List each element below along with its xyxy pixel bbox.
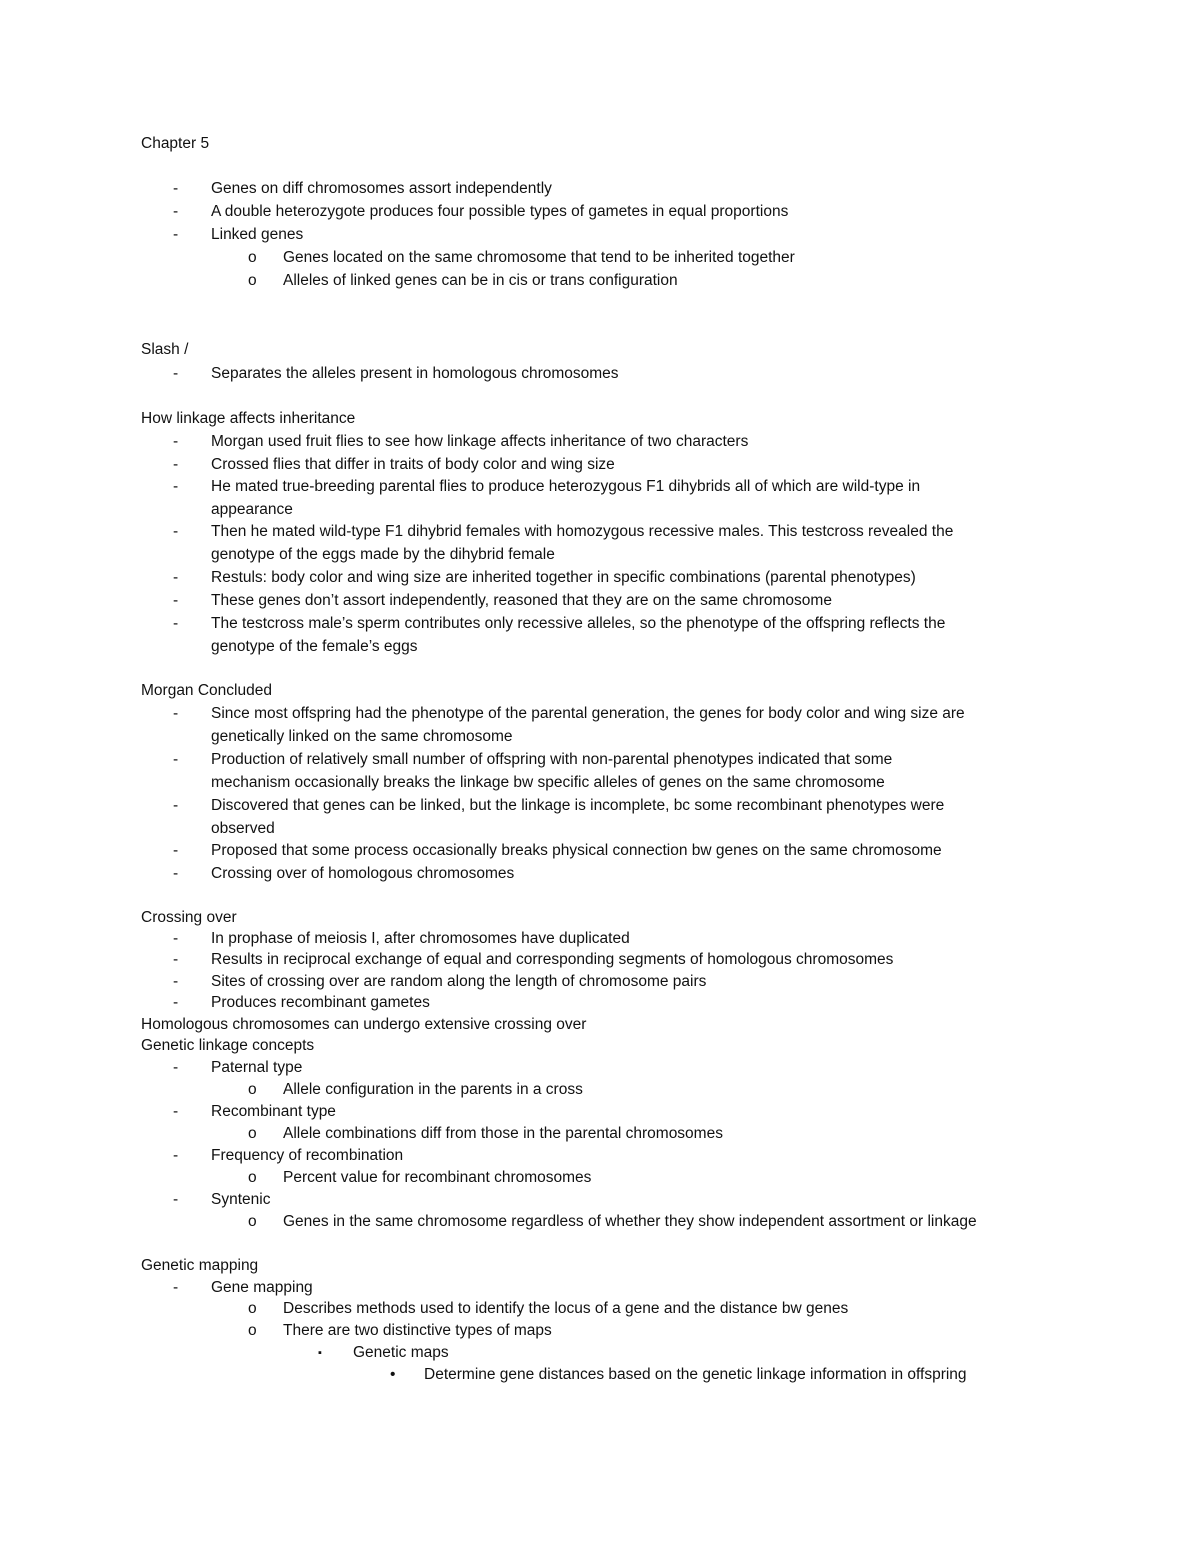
bullet-marker-level-1: - <box>173 569 179 586</box>
bullet-marker-level-1: - <box>173 994 179 1011</box>
bullet-text-level-1: The testcross male’s sperm contributes only recessive alleles, so the phenotype of the offspring reflects the <box>211 615 946 632</box>
bullet-marker-level-2: o <box>248 1081 257 1098</box>
bullet-text-level-1: These genes don’t assort independently, reasoned that they are on the same chromosome <box>211 592 832 609</box>
bullet-marker-level-1: - <box>173 226 179 243</box>
bullet-marker-level-1: - <box>173 478 179 495</box>
bullet-text-level-2: Genes located on the same chromosome that tend to be inherited together <box>283 249 795 266</box>
bullet-text-level-2: Allele configuration in the parents in a cross <box>283 1081 583 1098</box>
bullet-marker-level-2: o <box>248 272 257 289</box>
bullet-marker-level-2: o <box>248 1125 257 1142</box>
bullet-marker-level-1: - <box>173 951 179 968</box>
bullet-text-level-1: Restuls: body color and wing size are inherited together in specific combinations (parental phenotypes) <box>211 569 916 586</box>
bullet-marker-level-1: - <box>173 456 179 473</box>
bullet-text-level-1: Syntenic <box>211 1191 271 1208</box>
bullet-text-level-2: Genes in the same chromosome regardless of whether they show independent assortment or linkage <box>283 1213 977 1230</box>
bullet-marker-level-1: - <box>173 797 179 814</box>
bullet-marker-level-1: - <box>173 705 179 722</box>
bullet-marker-level-3: ▪ <box>318 1347 322 1359</box>
bullet-marker-level-1: - <box>173 1059 179 1076</box>
bullet-text-level-1: He mated true-breeding parental flies to produce heterozygous F1 dihybrids all of which are wild-type in <box>211 478 921 495</box>
bullet-marker-level-1: - <box>173 1191 179 1208</box>
bullet-text-level-1: A double heterozygote produces four possible types of gametes in equal proportions <box>211 203 789 220</box>
section-heading: Homologous chromosomes can undergo extensive crossing over <box>141 1016 587 1033</box>
bullet-marker-level-1: - <box>173 180 179 197</box>
bullet-text-level-1: Crossing over of homologous chromosomes <box>211 865 515 882</box>
bullet-text-level-1: Crossed flies that differ in traits of body color and wing size <box>211 456 615 473</box>
bullet-marker-level-1: - <box>173 865 179 882</box>
bullet-continuation-text: genotype of the female’s eggs <box>211 638 418 655</box>
bullet-text-level-1: Sites of crossing over are random along the length of chromosome pairs <box>211 973 707 990</box>
bullet-text-level-2: Percent value for recombinant chromosomes <box>283 1169 592 1186</box>
bullet-marker-level-2: o <box>248 1300 257 1317</box>
bullet-marker-level-2: o <box>248 1213 257 1230</box>
bullet-text-level-1: Proposed that some process occasionally breaks physical connection bw genes on the same chromosome <box>211 842 942 859</box>
bullet-text-level-2: Alleles of linked genes can be in cis or trans configuration <box>283 272 678 289</box>
bullet-text-level-1: Gene mapping <box>211 1279 313 1296</box>
bullet-marker-level-1: - <box>173 1279 179 1296</box>
bullet-text-level-1: Since most offspring had the phenotype of the parental generation, the genes for body color and wing size are <box>211 705 965 722</box>
bullet-marker-level-1: - <box>173 930 179 947</box>
bullet-continuation-text: genetically linked on the same chromosome <box>211 728 513 745</box>
bullet-text-level-4: Determine gene distances based on the genetic linkage information in offspring <box>424 1366 967 1383</box>
section-heading: Chapter 5 <box>141 135 210 152</box>
bullet-continuation-text: appearance <box>211 501 293 518</box>
bullet-text-level-1: Recombinant type <box>211 1103 336 1120</box>
section-heading: Genetic mapping <box>141 1257 259 1274</box>
bullet-marker-level-1: - <box>173 842 179 859</box>
bullet-text-level-2: Describes methods used to identify the locus of a gene and the distance bw genes <box>283 1300 849 1317</box>
bullet-text-level-1: Separates the alleles present in homologous chromosomes <box>211 365 619 382</box>
bullet-text-level-1: Paternal type <box>211 1059 303 1076</box>
bullet-marker-level-1: - <box>173 365 179 382</box>
bullet-text-level-1: Results in reciprocal exchange of equal and corresponding segments of homologous chromosomes <box>211 951 894 968</box>
bullet-text-level-1: In prophase of meiosis I, after chromosomes have duplicated <box>211 930 630 947</box>
bullet-marker-level-1: - <box>173 203 179 220</box>
bullet-marker-level-4: • <box>390 1366 396 1383</box>
bullet-text-level-1: Linked genes <box>211 226 304 243</box>
bullet-continuation-text: mechanism occasionally breaks the linkage bw specific alleles of genes on the same chromosome <box>211 774 885 791</box>
bullet-text-level-2: Allele combinations diff from those in the parental chromosomes <box>283 1125 723 1142</box>
bullet-text-level-1: Then he mated wild-type F1 dihybrid females with homozygous recessive males. This testcross revealed the <box>211 523 954 540</box>
bullet-marker-level-1: - <box>173 592 179 609</box>
bullet-marker-level-1: - <box>173 1147 179 1164</box>
section-heading: Crossing over <box>141 909 237 926</box>
bullet-marker-level-1: - <box>173 1103 179 1120</box>
bullet-text-level-1: Frequency of recombination <box>211 1147 404 1164</box>
bullet-marker-level-2: o <box>248 1322 257 1339</box>
bullet-text-level-2: There are two distinctive types of maps <box>283 1322 552 1339</box>
bullet-text-level-3: Genetic maps <box>353 1344 449 1361</box>
section-heading: Genetic linkage concepts <box>141 1037 315 1054</box>
bullet-marker-level-1: - <box>173 751 179 768</box>
section-heading: How linkage affects inheritance <box>141 410 356 427</box>
bullet-marker-level-1: - <box>173 615 179 632</box>
section-heading: Morgan Concluded <box>141 682 272 699</box>
bullet-text-level-1: Produces recombinant gametes <box>211 994 430 1011</box>
bullet-continuation-text: observed <box>211 820 275 837</box>
bullet-continuation-text: genotype of the eggs made by the dihybrid female <box>211 546 555 563</box>
bullet-marker-level-1: - <box>173 433 179 450</box>
bullet-marker-level-1: - <box>173 973 179 990</box>
bullet-marker-level-2: o <box>248 249 257 266</box>
bullet-marker-level-1: - <box>173 523 179 540</box>
bullet-text-level-1: Morgan used fruit flies to see how linkage affects inheritance of two characters <box>211 433 749 450</box>
bullet-text-level-1: Discovered that genes can be linked, but the linkage is incomplete, bc some recombinant phenotypes were <box>211 797 945 814</box>
bullet-marker-level-2: o <box>248 1169 257 1186</box>
bullet-text-level-1: Genes on diff chromosomes assort independently <box>211 180 552 197</box>
bullet-text-level-1: Production of relatively small number of offspring with non-parental phenotypes indicated that some <box>211 751 893 768</box>
section-heading: Slash / <box>141 341 189 358</box>
